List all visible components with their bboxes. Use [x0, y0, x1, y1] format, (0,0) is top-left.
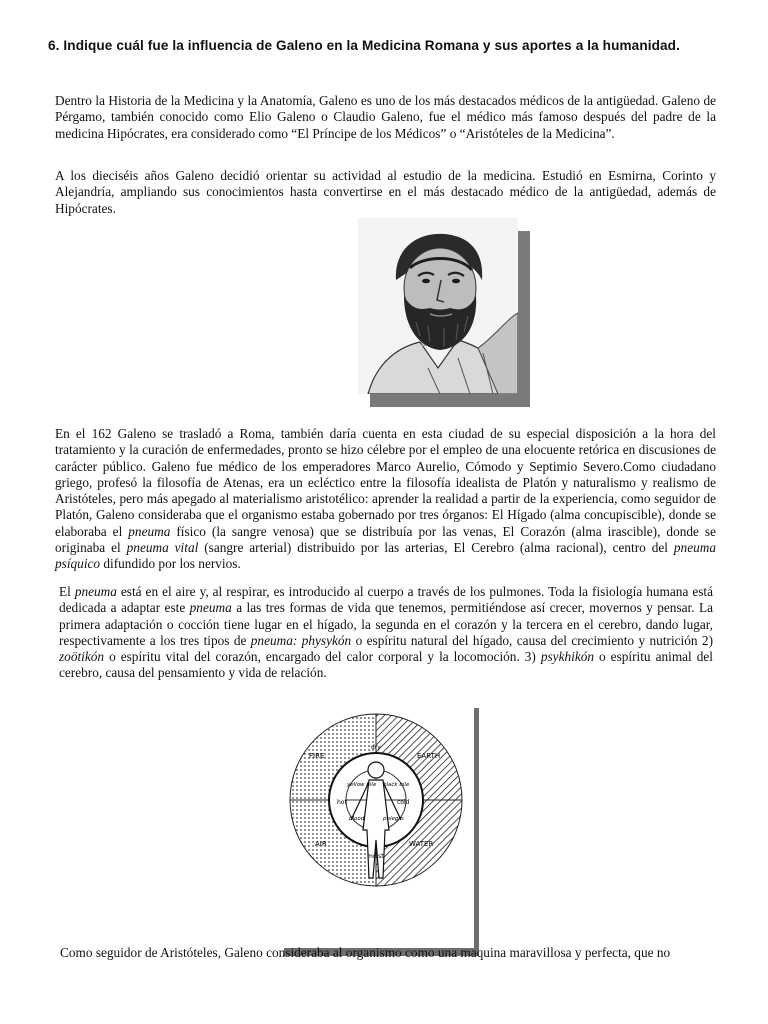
p3-italic-pneuma-vital: pneuma vital — [126, 540, 199, 556]
p4-text-2: está en el aire y, al respirar, es introducido al cuerpo a través de los pulmones. Toda la fisiología humana está dedicada a adaptar este — [59, 584, 713, 616]
paragraph-pneuma — [59, 584, 713, 682]
label-hot: hot — [337, 799, 347, 806]
label-moist: moist — [367, 853, 384, 860]
p4-text-6: o espíritu animal del cerebro, causa del pensamiento y vida de relación. — [59, 649, 714, 681]
label-cold: cold — [397, 799, 410, 806]
paragraph-intro: Dentro la Historia de la Medicina y la Anatomía, Galeno es uno de los más destacados médicos de la antigüedad. Galeno de Pérgamo, también conocido como Elio Galeno o Claudio Galeno, fue el médico más famoso después del padre de la medicina Hipócrates, era considerado como “El Príncipe de los Médicos” o “Aristóteles de la Medicina”. — [55, 93, 716, 141]
question-heading: 6. Indique cuál fue la influencia de Galeno en la Medicina Romana y sus aportes a la humanidad. — [48, 38, 680, 53]
label-water: WATER — [409, 840, 434, 848]
p4-italic-psykhikon: psykhikón — [540, 649, 595, 665]
paragraph-rome — [55, 426, 716, 573]
label-yellow-bile: yellow bile — [347, 782, 377, 788]
paragraph-machine: Como seguidor de Aristóteles, Galeno consideraba al organismo como una maquina maravillosa y perfecta, que no — [60, 945, 671, 960]
label-air: AIR — [315, 840, 327, 848]
humors-diagram — [279, 700, 474, 948]
p3-text-2: físico (la sangre venosa) que se distribuía por las venas, El Corazón (alma irascible), donde se originaba el — [55, 523, 716, 556]
label-fire: FIRE — [309, 752, 325, 760]
p3-italic-pneuma-psiquico: pneuma psíquico — [55, 540, 716, 572]
p3-text-1: En el 162 Galeno se trasladó a Roma, también daría cuenta en esta ciudad de su especial disposición a la hora del tratamiento y la curación de enfermedades, pronto se hizo célebre por el empleo de una elocuente retórica en discusiones de carácter público. Galeno fue médico de los emperadores Marco Aurelio, Cómodo y Septimio Severo.Como ciudadano griego, profesó la filosofía de Atenas, era un ecléctico entre la filosofía idealista de Platón y naturalismo y realismo de Aristóteles, pero más apegado al materialismo aristotélico: aprender la realidad a partir de la experiencia, como seguidor de Platón, Galeno consideraba que el organismo estaba gobernado por tres órganos: El Hígado (alma concupiscible), donde se elaboraba el — [55, 426, 716, 539]
p4-italic-pneuma-1: pneuma — [74, 584, 117, 599]
galen-portrait — [358, 218, 518, 394]
p3-text-3: (sangre arterial) distribuido por las arterias, El Cerebro (alma racional), centro del — [198, 540, 674, 556]
label-dry: dry — [371, 744, 381, 751]
p4-text-4: o espíritu natural del hígado, causa del crecimiento y nutrición 2) — [351, 632, 713, 648]
p4-italic-zootikon: zoötikón — [59, 649, 105, 665]
label-earth: EARTH — [417, 752, 441, 760]
label-black-bile: black bile — [383, 782, 410, 788]
label-blood: blood — [349, 816, 365, 822]
paragraph-studies: A los dieciséis años Galeno decidió orientar su actividad al estudio de la medicina. Estudió en Esmirna, Corinto y Alejandría, ampliando sus conocimientos hasta convertirse en el más destacado médico de la antigüedad, además de Hipócrates. — [55, 168, 716, 216]
p4-text-5: o espíritu vital del corazón, encargado del calor corporal y la locomoción. 3) — [104, 649, 541, 665]
p4-text-3: a las tres formas de vida que tenemos, permitiéndose así crecer, movernos y pensar. La primera adaptación o cocción tiene lugar en el hígado, la segunda en el corazón y la tercera en el cerebro, dando lugar, respectivamente a los tres tipos de — [59, 600, 713, 648]
galen-portrait-figure — [358, 218, 528, 406]
p4-text-1: El — [59, 584, 75, 599]
p4-italic-pneuma-2: pneuma — [189, 600, 232, 616]
p3-text-4: difundido por los nervios. — [100, 556, 241, 572]
p3-italic-pneuma: pneuma — [128, 523, 171, 539]
p4-italic-physykon: pneuma: physykón — [250, 632, 352, 648]
humors-diagram-figure — [279, 700, 479, 956]
label-phlegm: phlegm — [383, 816, 404, 822]
